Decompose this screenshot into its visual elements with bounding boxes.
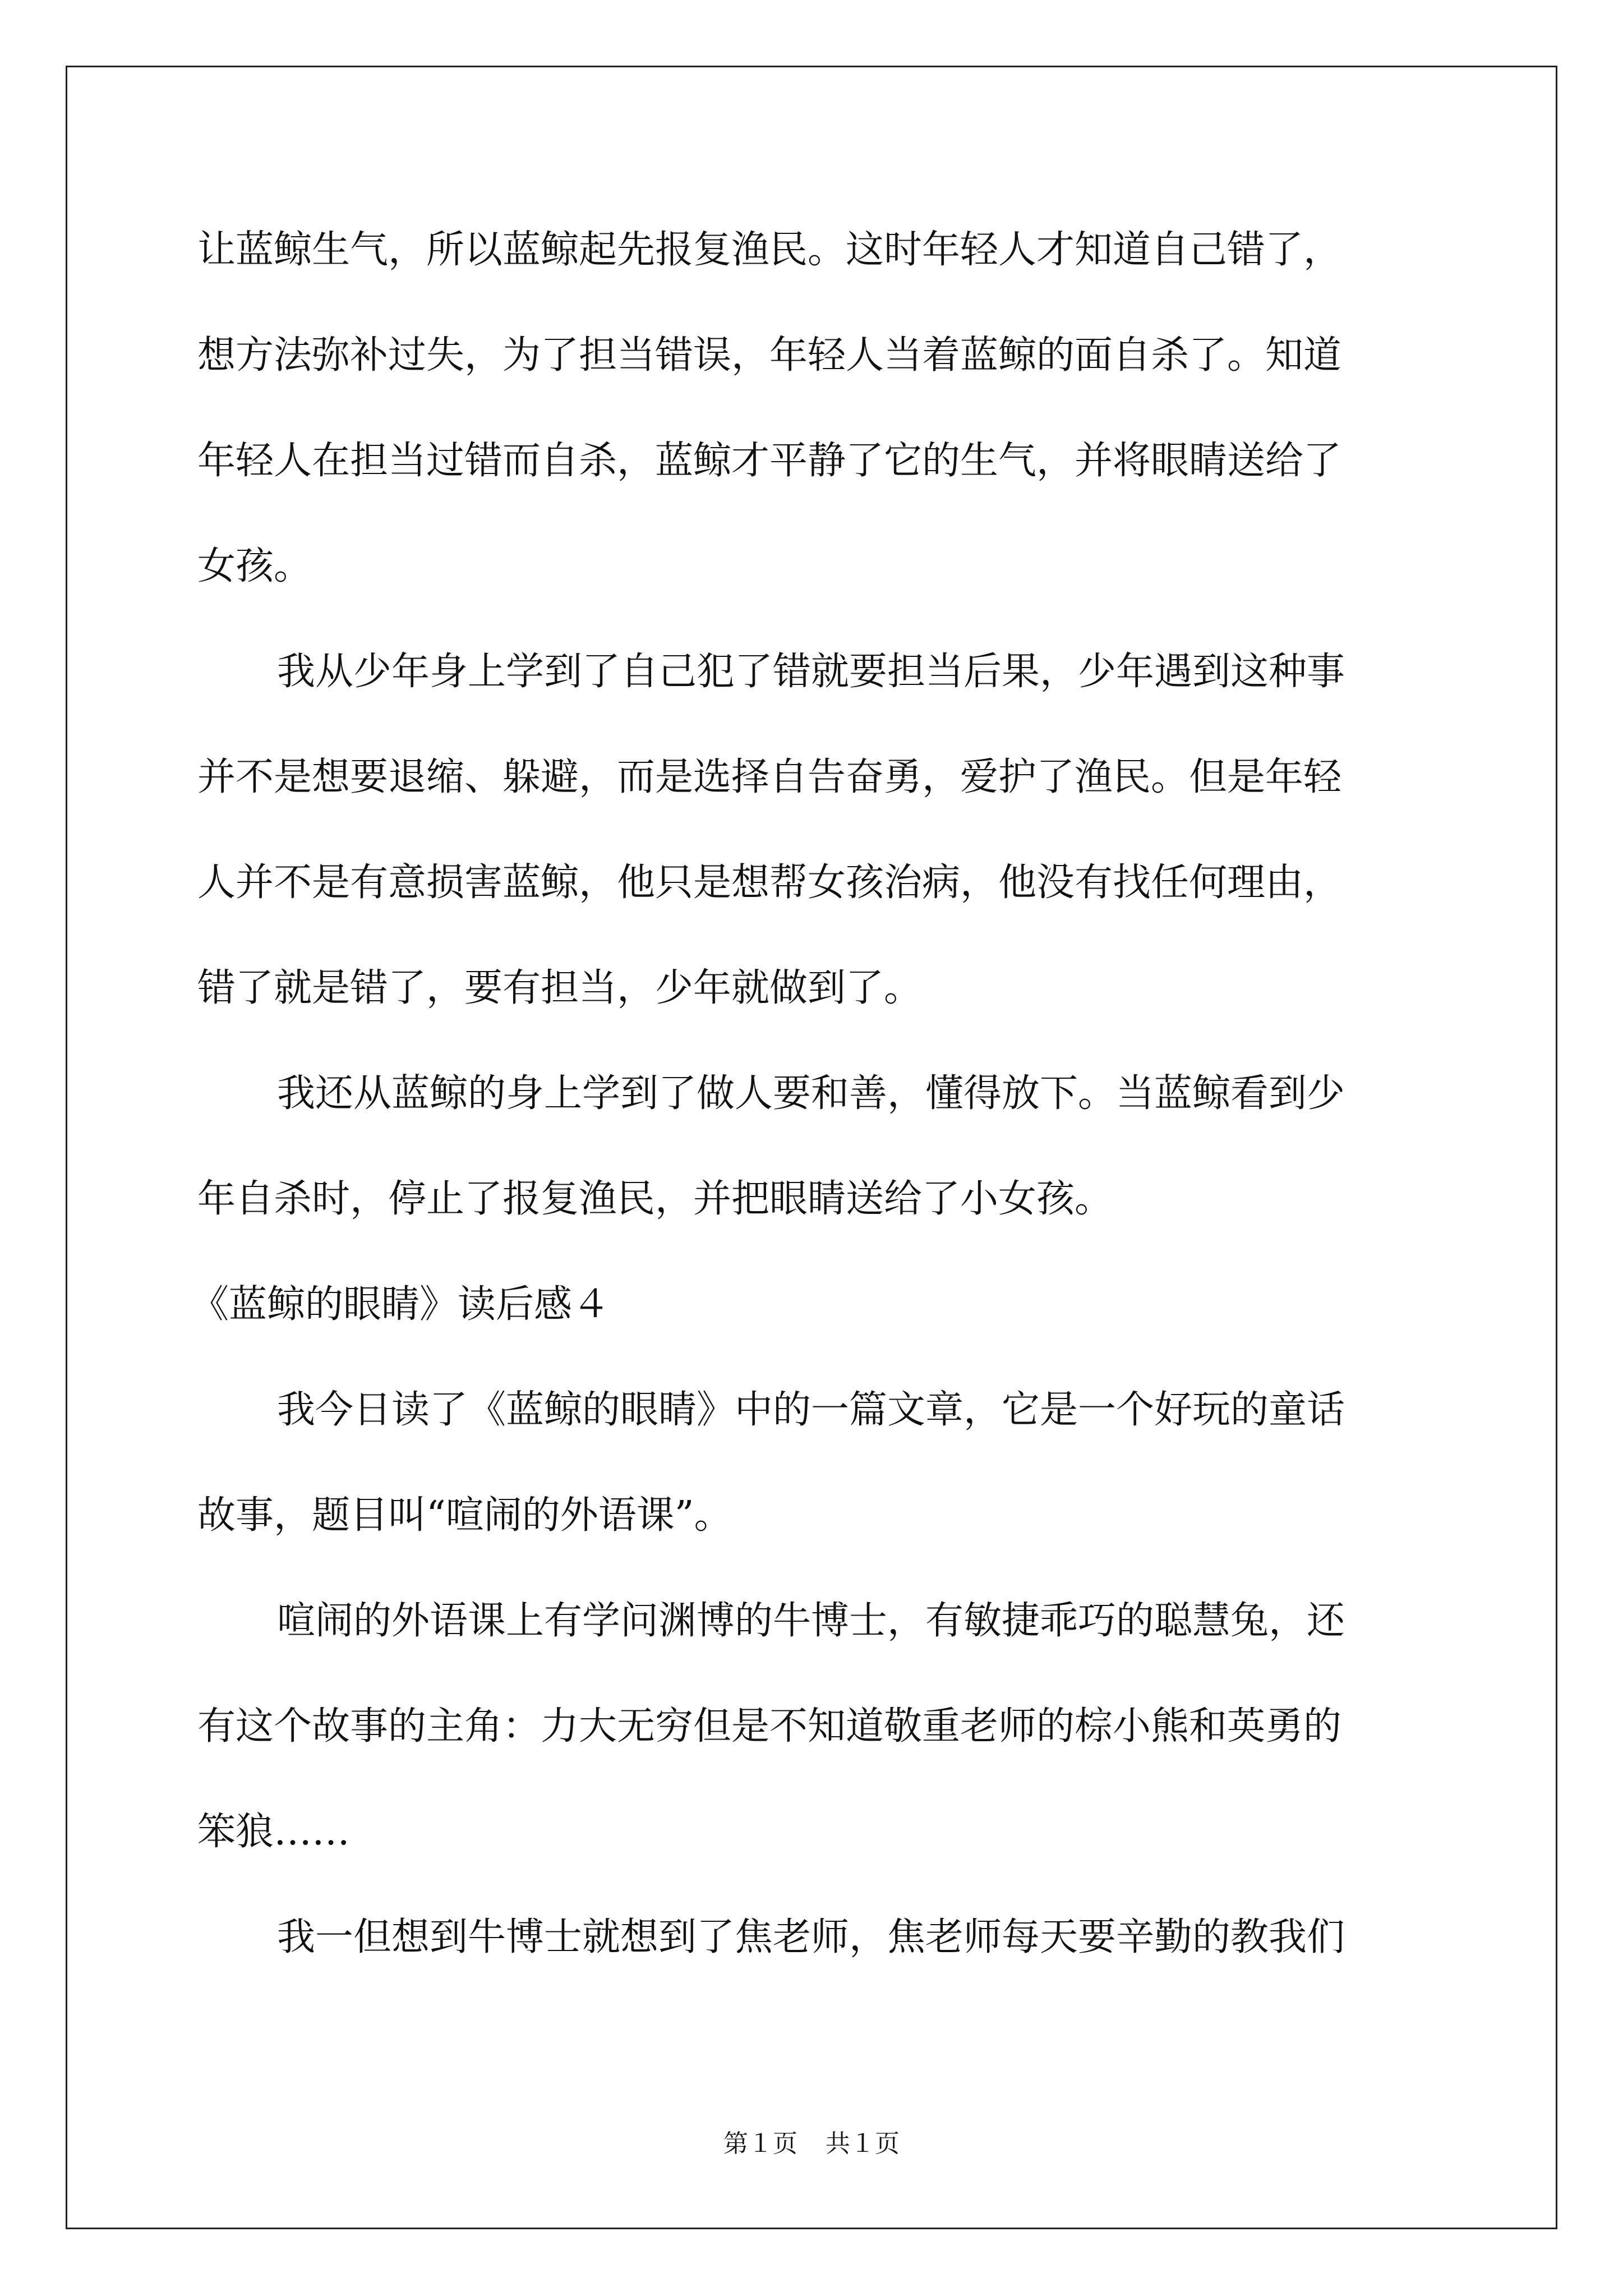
text-line: 让蓝鲸生气，所以蓝鲸起先报复渔民。这时年轻人才知道自己错了， xyxy=(197,228,1342,272)
text-line: 故事，题目叫“喧闹的外语课”。 xyxy=(197,1493,732,1538)
page-footer xyxy=(0,2123,1623,2159)
paragraph xyxy=(197,1885,1437,1990)
text-line: 想方法弥补过失，为了担当错误，年轻人当着蓝鲸的面自杀了。知道 xyxy=(197,333,1342,378)
text-line: 喧闹的外语课上有学问渊博的牛博士，有敏捷乖巧的聪慧兔，还 xyxy=(277,1599,1345,1643)
text-line: 我一但想到牛博士就想到了焦老师，焦老师每天要辛勤的教我们 xyxy=(277,1915,1345,1959)
text-line: 有这个故事的主角：力大无穷但是不知道敬重老师的棕小熊和英勇的 xyxy=(197,1704,1342,1749)
paragraph xyxy=(197,1568,1437,1885)
text-line: 我还从蓝鲸的身上学到了做人要和善，懂得放下。当蓝鲸看到少 xyxy=(277,1071,1345,1116)
text-line: 我从少年身上学到了自己犯了错就要担当后果，少年遇到这种事 xyxy=(277,650,1345,694)
paragraph xyxy=(197,197,1437,619)
section-heading: 《蓝鲸的眼睛》读后感４ xyxy=(191,1282,611,1327)
text-line: 人并不是有意损害蓝鲸，他只是想帮女孩治病，他没有找任何理由， xyxy=(197,861,1342,905)
text-line: 我今日读了《蓝鲸的眼睛》中的一篇文章，它是一个好玩的童话 xyxy=(277,1388,1345,1432)
text-line: 年轻人在担当过错而自杀，蓝鲸才平静了它的生气，并将眼睛送给了 xyxy=(197,439,1342,483)
text-line: 并不是想要退缩、躲避，而是选择自告奋勇，爱护了渔民。但是年轻 xyxy=(197,755,1342,799)
paragraph xyxy=(197,1358,1437,1568)
text-line: 年自杀时，停止了报复渔民，并把眼睛送给了小女孩。 xyxy=(197,1177,1113,1221)
document-body xyxy=(191,197,1437,1990)
page-number: 第１页 xyxy=(723,2129,797,2158)
paragraph xyxy=(197,619,1437,1041)
text-line: 错了就是错了，要有担当，少年就做到了。 xyxy=(197,966,923,1010)
text-line: 笨狼…… xyxy=(197,1810,351,1854)
page-total: 共１页 xyxy=(826,2129,900,2158)
paragraph xyxy=(197,1041,1437,1252)
text-line: 女孩。 xyxy=(197,544,312,588)
